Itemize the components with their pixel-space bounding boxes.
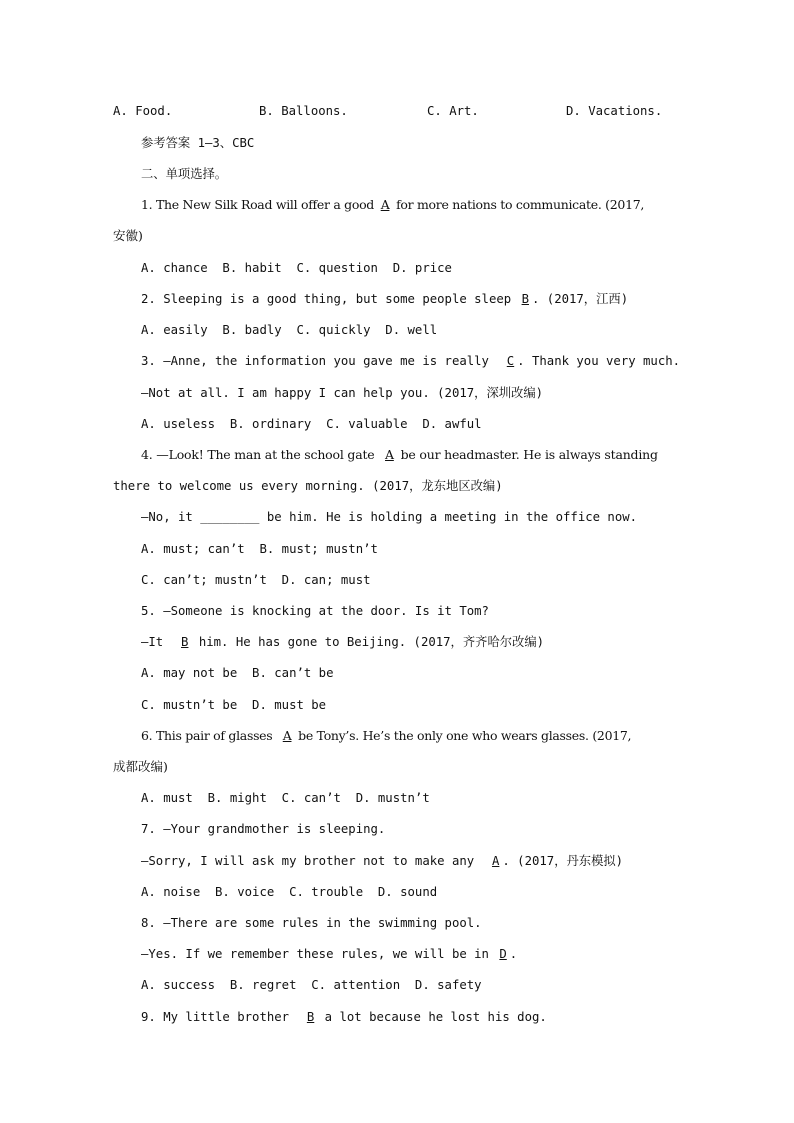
question-2 [141, 291, 628, 307]
question-5-options-row-2: C. mustn’t be D. must be [141, 698, 327, 712]
question-6-answer: A [282, 728, 292, 743]
reference-answer: 参考答案 1—3、CBC [141, 136, 255, 150]
prev-option-b: B. Balloons. [259, 104, 348, 118]
question-3-text: 3. —Anne, the information you gave me is really [141, 354, 504, 368]
question-5-reply-text-after: him. He has gone to Beijing. (2017，齐齐哈尔改编) [191, 635, 545, 649]
question-3-text-after: . Thank you very much. [517, 354, 681, 368]
prev-option-a: A. Food. [113, 104, 173, 118]
question-9-text-after: a lot because he lost his dog. [317, 1010, 547, 1024]
question-4-text: 4. —Look! The man at the school gate [141, 447, 383, 462]
question-1-source: 安徽) [113, 228, 143, 243]
question-2-text: 2. Sleeping is a good thing, but some people sleep [141, 292, 519, 306]
question-7-answer: A [491, 854, 500, 868]
question-7: 7. —Your grandmother is sleeping. [141, 822, 386, 836]
question-8-reply-text-after: . [509, 947, 518, 961]
prev-option-d: D. Vacations. [566, 104, 663, 118]
question-4-options-row-1: A. must; can’t B. must; mustn’t [141, 542, 378, 556]
question-9-text: 9. My little brother [141, 1010, 304, 1024]
question-2-text-after: . (2017，江西) [531, 292, 629, 306]
question-3-options: A. useless B. ordinary C. valuable D. awful [141, 417, 482, 431]
question-5: 5. —Someone is knocking at the door. Is it Tom? [141, 604, 489, 618]
question-2-options: A. easily B. badly C. quickly D. well [141, 323, 438, 337]
question-6-options: A. must B. might C. can’t D. mustn’t [141, 791, 430, 805]
section-title: 二、单项选择。 [141, 167, 228, 181]
question-4-blank: ________ [200, 510, 260, 524]
question-1 [141, 197, 644, 213]
question-4-reply-text-after: be him. He is holding a meeting in the office now. [259, 510, 638, 524]
question-4-options-row-2: C. can’t; mustn’t D. can; must [141, 573, 371, 587]
question-5-answer: B [181, 635, 189, 649]
question-4 [141, 447, 658, 463]
question-2-answer: B [521, 292, 529, 306]
question-9 [141, 1009, 547, 1025]
question-8-answer: D [499, 947, 507, 961]
question-8: 8. —There are some rules in the swimming pool. [141, 916, 482, 930]
question-4-answer: A [385, 447, 394, 462]
question-4-reply [141, 509, 637, 525]
question-1-text: 1. The New Silk Road will offer a good [141, 197, 378, 212]
question-8-reply-text: —Yes. If we remember these rules, we will be in [141, 947, 497, 961]
question-7-reply-text: —Sorry, I will ask my brother not to make any [141, 854, 489, 868]
question-6-source: 成都改编) [113, 759, 168, 774]
question-6-text-after: be Tony’s. He’s the only one who wears glasses. (2017, [294, 728, 632, 743]
question-6-text: 6. This pair of glasses [141, 728, 280, 743]
question-7-reply-text-after: . (2017，丹东模拟) [502, 854, 624, 868]
question-3 [141, 353, 680, 369]
question-7-options: A. noise B. voice C. trouble D. sound [141, 885, 438, 899]
prev-option-c: C. Art. [427, 104, 479, 118]
question-1-options: A. chance B. habit C. question D. price [141, 261, 452, 275]
question-4-continuation: there to welcome us every morning. (2017，龙东地区改编) [113, 479, 503, 493]
question-4-text-after: be our headmaster. He is always standing [396, 447, 658, 462]
question-6 [141, 728, 631, 744]
question-5-reply [141, 634, 544, 650]
question-5-reply-text: —It [141, 635, 179, 649]
question-7-reply [141, 853, 623, 869]
question-3-reply: —Not at all. I am happy I can help you. (2017，深圳改编) [141, 386, 544, 400]
question-8-options: A. success B. regret C. attention D. safety [141, 978, 482, 992]
question-9-answer: B [306, 1010, 315, 1024]
question-5-options-row-1: A. may not be B. can’t be [141, 666, 334, 680]
question-1-text-after: for more nations to communicate. (2017, [392, 197, 645, 212]
question-1-answer: A [380, 197, 390, 212]
question-3-answer: C [506, 354, 515, 368]
question-8-reply [141, 946, 517, 962]
question-4-reply-text: —No, it [141, 510, 201, 524]
